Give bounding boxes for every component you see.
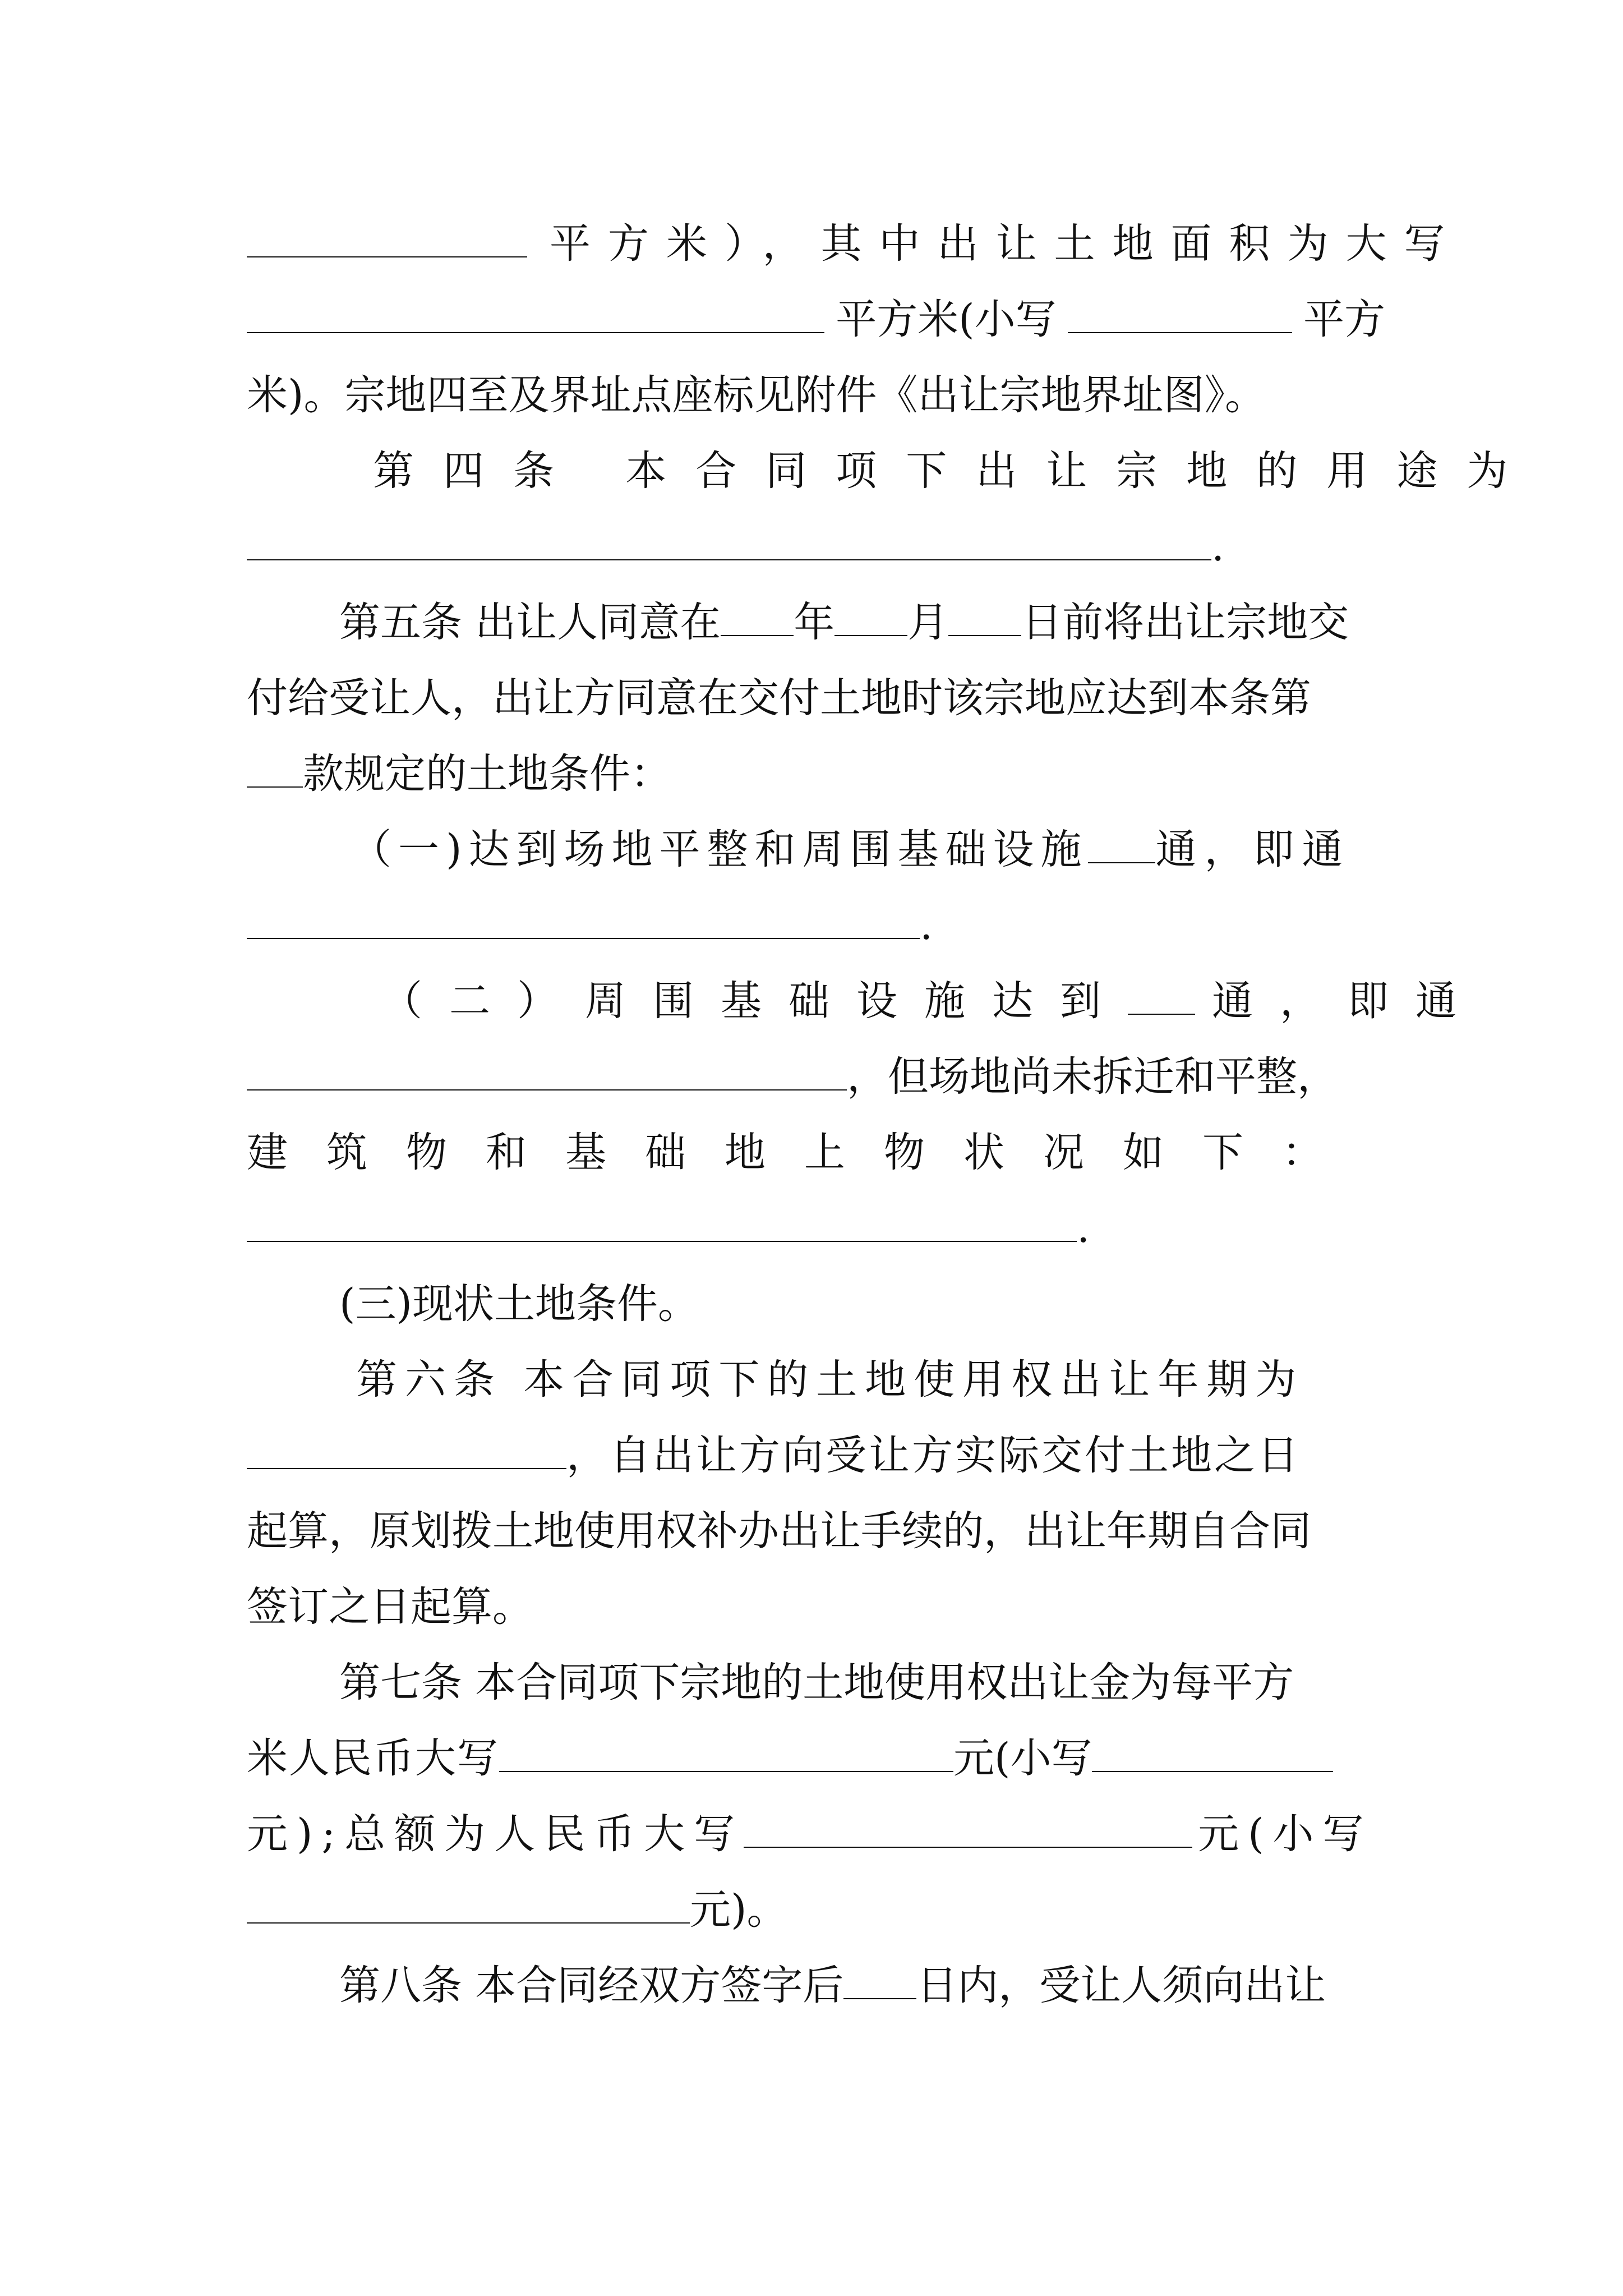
contract-line: [351, 819, 1385, 881]
contract-line: [247, 1576, 1385, 1638]
fill-blank[interactable]: [247, 1206, 1077, 1242]
fill-blank[interactable]: [948, 600, 1021, 636]
contract-line: [247, 516, 1385, 578]
article-heading: [356, 1349, 1385, 1411]
contract-line: [247, 365, 1385, 426]
contract-line: [247, 1122, 1385, 1184]
contract-text: （二）周围基础设施达到: [381, 977, 1128, 1025]
article-heading: [339, 592, 1385, 654]
contract-text: （一)达到场地平整和周围基础设施: [351, 826, 1089, 873]
fill-blank[interactable]: [1068, 297, 1292, 333]
contract-text: 平方米(小写: [836, 296, 1057, 343]
fill-blank[interactable]: [499, 1736, 953, 1772]
contract-text: .: [920, 901, 933, 949]
contract-text: 米)。宗地四至及界址点座标见附件《出让宗地界址图》。: [247, 371, 1266, 419]
contract-line: [247, 1728, 1385, 1789]
contract-text: 元);总额为人民币大写: [247, 1810, 744, 1858]
fill-blank[interactable]: [247, 524, 1211, 560]
article-heading: [373, 440, 1537, 502]
contract-text: 付给受让人，出让方同意在交付土地时该宗地应达到本条第: [247, 674, 1311, 722]
contract-text: .: [1077, 1204, 1090, 1252]
contract-line: [247, 1425, 1385, 1487]
contract-text: 平方: [1303, 296, 1385, 343]
fill-blank[interactable]: [1092, 1736, 1333, 1772]
fill-blank[interactable]: [247, 903, 920, 939]
fill-blank[interactable]: [721, 600, 794, 636]
contract-text: 第七条 本合同项下宗地的土地使用权出让金为每平方: [339, 1659, 1294, 1706]
contract-line: [247, 213, 1463, 275]
contract-text: ，自出让方向受让方实际交付土地之日: [566, 1432, 1301, 1479]
contract-line: [247, 1501, 1385, 1562]
article-heading: [339, 1955, 1385, 2017]
article-heading: [339, 1652, 1385, 1714]
contract-line: [381, 970, 1483, 1032]
contract-line: [247, 895, 1385, 956]
fill-blank[interactable]: [1128, 979, 1195, 1015]
contract-text: 日前将出让宗地交: [1021, 599, 1349, 646]
fill-blank[interactable]: [834, 600, 907, 636]
fill-blank[interactable]: [843, 1963, 916, 1999]
contract-text: 元)。: [690, 1886, 788, 1934]
fill-blank[interactable]: [247, 1055, 847, 1091]
fill-blank[interactable]: [247, 1433, 566, 1469]
contract-line: [247, 289, 1385, 351]
contract-text: 元(小写: [1198, 1810, 1373, 1858]
contract-line: [339, 1273, 1385, 1335]
contract-text: (三)现状土地条件。: [339, 1280, 699, 1328]
contract-line: [247, 1198, 1385, 1259]
contract-text: 元(小写: [953, 1734, 1092, 1782]
contract-text: 日内，受让人须向出让: [916, 1962, 1326, 2009]
fill-blank[interactable]: [247, 1888, 690, 1924]
contract-text: 年: [794, 599, 835, 646]
contract-text: 签订之日起算。: [247, 1583, 533, 1631]
fill-blank[interactable]: [1088, 827, 1155, 863]
contract-line: [247, 1803, 1385, 1865]
contract-text: 通，即通: [1155, 826, 1351, 873]
contract-text: ，但场地尚未拆迁和平整，: [847, 1053, 1338, 1101]
contract-line: [247, 1879, 1385, 1941]
fill-blank[interactable]: [247, 752, 303, 788]
contract-text: 通，即通: [1212, 977, 1483, 1025]
contract-line: [247, 668, 1385, 729]
contract-text: 第八条 本合同经双方签字后: [339, 1962, 844, 2009]
contract-line: [247, 1046, 1385, 1108]
fill-blank[interactable]: [744, 1812, 1192, 1848]
contract-text: 起算，原划拨土地使用权补办出让手续的，出让年期自合同: [247, 1507, 1311, 1555]
contract-text: 第四条 本合同项下出让宗地的用途为: [373, 447, 1537, 495]
contract-text: .: [1211, 523, 1225, 570]
contract-text: 建筑物和基础地上物状况如下：: [247, 1129, 1362, 1176]
fill-blank[interactable]: [247, 297, 824, 333]
contract-text: 月: [907, 599, 949, 646]
contract-text: 第五条 出让人同意在: [339, 599, 721, 646]
contract-text: 款规定的土地条件：: [303, 750, 671, 798]
contract-text: 平方米），其中出让土地面积为大写: [550, 220, 1463, 268]
contract-text: 米人民币大写: [247, 1734, 499, 1782]
contract-text: 第六条 本合同项下的土地使用权出让年期为: [356, 1356, 1304, 1404]
fill-blank[interactable]: [247, 222, 527, 257]
contract-line: [247, 743, 1385, 805]
